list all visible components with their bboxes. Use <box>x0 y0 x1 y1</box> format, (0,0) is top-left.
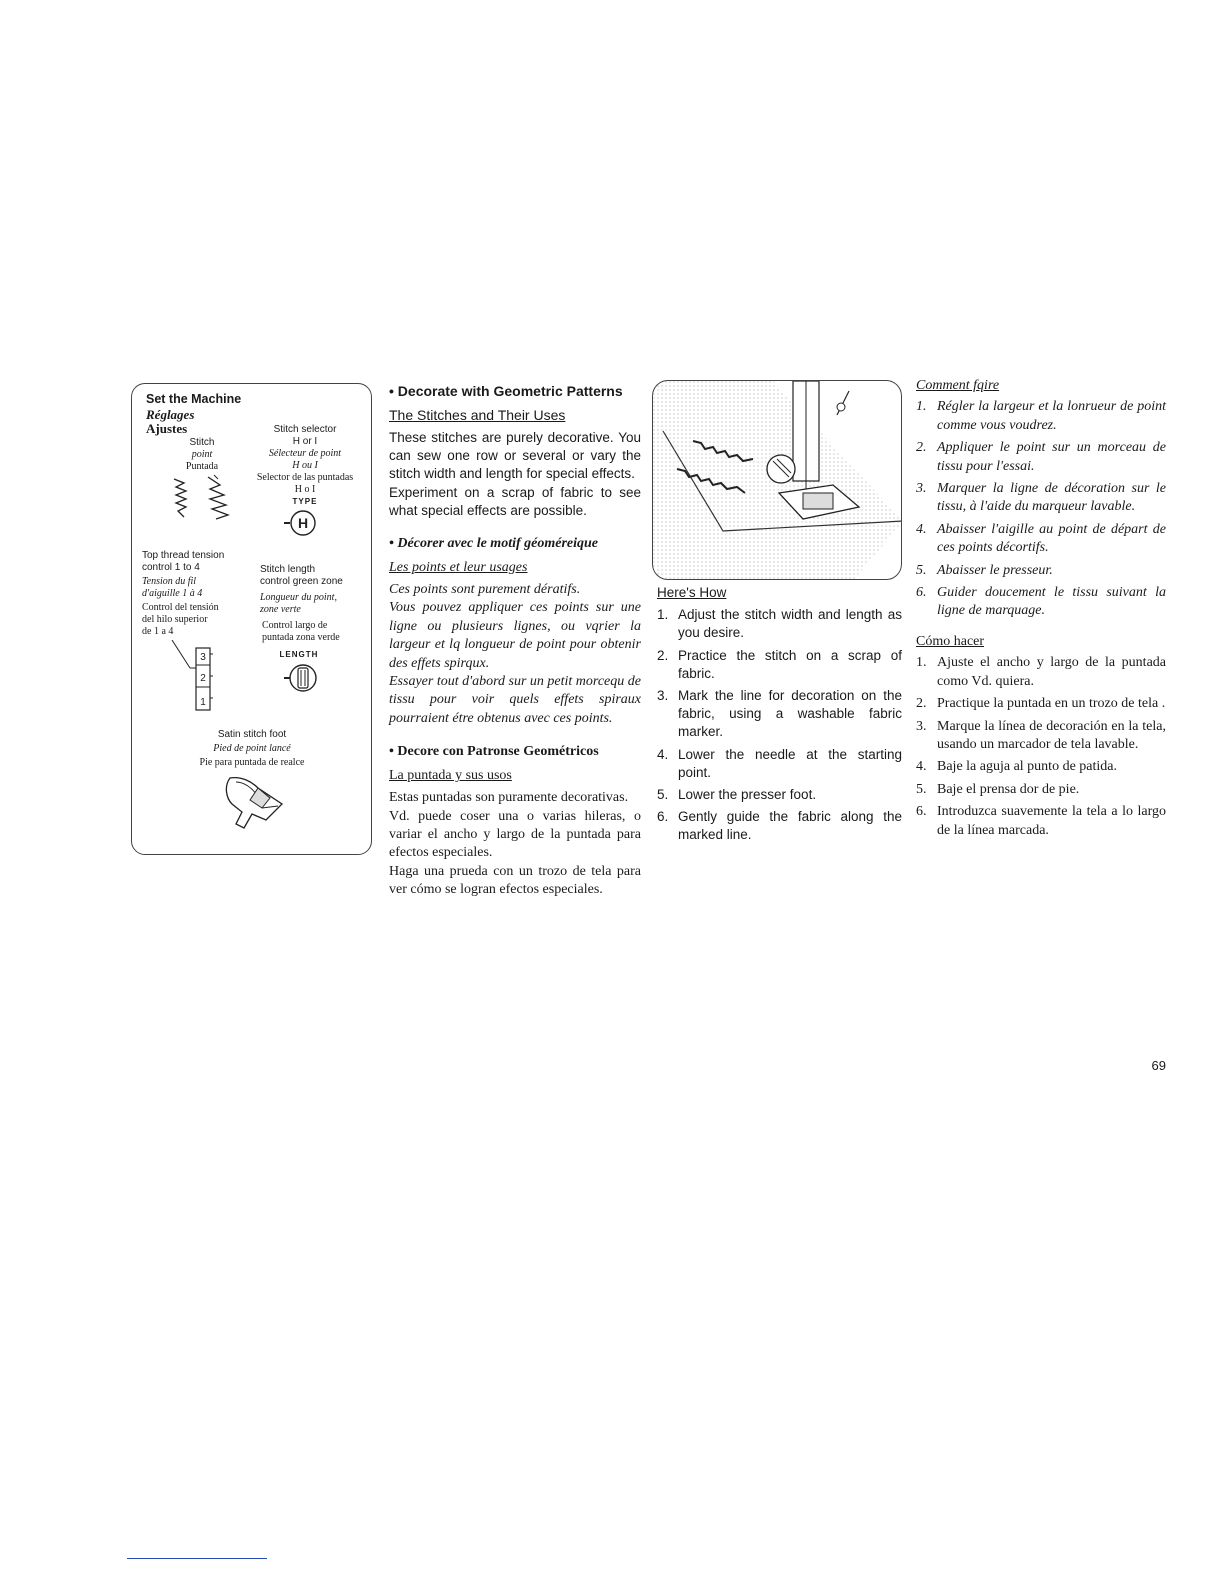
how-steps-fr <box>916 398 1166 620</box>
how-step-es-4: 4. Baje la aguja al punto de patida. <box>916 759 1117 775</box>
selector-label-en: Stitch selector <box>273 424 337 435</box>
how-step-es-2: 2. Practique la puntada en un trozo de tela . <box>916 696 1166 712</box>
para-es-1: Estas puntadas son puramente decorativas. <box>389 790 629 806</box>
presser-foot-illustration <box>653 381 902 580</box>
how-step-es-6: 6. Introduzca suavemente la tela a lo largo de la línea marcada. <box>916 804 1166 838</box>
how-step-fr-3: 3. Marquer la ligne de décoration sur le tissu, à l'aide du marqueur lavable. <box>916 481 1166 515</box>
set-box-title-es: Ajustes <box>146 421 188 436</box>
type-label: TYPE <box>292 497 318 506</box>
tension-label-fr-1: Tension du fil <box>142 576 197 587</box>
how-step-es-1: 1. Ajuste el ancho y largo de la puntada como Vd. quiera. <box>916 655 1166 689</box>
para-fr-3: Essayer tout d'abord sur un petit morcequ de tissu pour voir quels effets spiraux pourraient étre obtenus avec ces points. <box>389 674 641 726</box>
how-step-en-2: 2. Practice the stitch on a scrap of fabric. <box>657 647 902 681</box>
tension-label-es-3: de 1 a 4 <box>142 626 174 637</box>
stitch-label-en: Stitch <box>189 437 215 448</box>
foot-label-en: Satin stitch foot <box>217 729 287 740</box>
how-step-en-5: 5. Lower the presser foot. <box>657 787 817 803</box>
tension-dial-icon <box>170 640 220 712</box>
how-step-es-3: 3. Marque la línea de decoración en la tela, usando un marcador de tela lavable. <box>916 718 1166 752</box>
heading-fr: • Décorer avec le motif géoméreique <box>389 536 598 552</box>
page-number: 69 <box>1151 1058 1166 1073</box>
selector-value-fr: H ou I <box>292 460 318 471</box>
para-en-1: These stitches are purely decorative. You can sew one row or several or vary the stitch width and length for special effects. <box>389 430 641 482</box>
length-label: LENGTH <box>279 650 319 659</box>
how-step-fr-2: 2. Appliquer le point sur un morceau de tissu pour l'essai. <box>916 440 1166 474</box>
how-step-fr-5: 5. Abaisser le presseur. <box>916 562 1053 578</box>
type-dial-value: H <box>297 515 309 531</box>
how-step-en-4: 4. Lower the needle at the starting point. <box>657 746 902 780</box>
heading-es: • Decore con Patronse Geométricos <box>389 744 599 760</box>
length-label-es-2: puntada zona verde <box>262 632 340 643</box>
foot-label-es: Pie para puntada de realce <box>199 757 305 768</box>
tension-dial-mark-2: 2 <box>200 673 206 684</box>
para-fr-2: Vous pouvez appliquer ces points sur une ligne ou plusieurs lignes, ou vqrier la largeur et lq longueur de point pour obtenir des effets spirqux. <box>389 600 641 671</box>
tension-dial-mark-3: 3 <box>200 652 206 663</box>
foot-label-fr: Pied de point lancé <box>213 743 291 754</box>
satin-stitch-foot-icon <box>222 774 288 832</box>
tension-label-en-2: control 1 to 4 <box>142 562 200 573</box>
tension-label-es-1: Control del tensión <box>142 602 219 613</box>
selector-value-es: H o I <box>294 484 316 495</box>
footer-rule <box>127 1558 267 1559</box>
how-step-en-6: 6. Gently guide the fabric along the marked line. <box>657 809 902 843</box>
how-step-fr-4: 4. Abaisser l'aigille au point de départ de ces points décortifs. <box>916 521 1166 556</box>
length-label-es-1: Control largo de <box>262 620 328 631</box>
para-fr-1: Ces points sont purement dératifs. <box>389 582 581 598</box>
stitch-label-es: Puntada <box>185 461 219 472</box>
heading-en: • Decorate with Geometric Patterns <box>389 383 623 399</box>
subheading-es: La puntada y sus usos <box>389 768 512 784</box>
para-es-3: Haga una prueda con un trozo de tela para ver cómo se logran efectos especiales. <box>389 863 641 898</box>
selector-value-en: H or I <box>292 436 318 447</box>
type-dial-icon <box>283 508 323 538</box>
how-heading-es: Cómo hacer <box>916 633 985 649</box>
length-label-fr-2: zone verte <box>260 604 301 615</box>
how-heading-fr: Comment fqire <box>916 378 1000 393</box>
tension-dial-mark-1: 1 <box>200 697 206 708</box>
para-es-2: Vd. puede coser una o varias hileras, o variar el ancho y largo de la puntada para efectos especiales. <box>389 808 641 861</box>
subheading-en: The Stitches and Their Uses <box>389 407 566 423</box>
para-en-2: Experiment on a scrap of fabric to see what special effects are possible. <box>389 484 641 518</box>
selector-label-fr: Sélecteur de point <box>268 448 342 459</box>
set-box-title-fr: Réglages <box>146 407 195 422</box>
selector-label-es: Selector de las puntadas <box>256 472 354 483</box>
how-step-es-5: 5. Baje el prensa dor de pie. <box>916 781 1080 797</box>
how-step-en-1: 1. Adjust the stitch width and length as you desire. <box>657 607 902 641</box>
tension-label-es-2: del hilo superior <box>142 614 208 625</box>
tension-label-en-1: Top thread tension <box>142 550 225 561</box>
how-step-fr-6: 6. Guider doucement le tissu suivant la ligne de marquage. <box>916 585 1166 619</box>
length-label-fr-1: Longueur du point, <box>260 592 337 603</box>
zigzag-stitch-icon <box>170 473 240 525</box>
tension-label-fr-2: d'aiguille 1 à 4 <box>142 588 203 599</box>
how-heading-en: Here's How <box>657 585 727 600</box>
subheading-fr: Les points et leur usages <box>389 560 528 576</box>
how-step-fr-1: 1. Régler la largeur et la lonrueur de point comme vous voudrez. <box>916 399 1166 433</box>
length-label-en-1: Stitch length <box>260 564 316 575</box>
how-step-en-3: 3. Mark the line for decoration on the fabric, using a washable fabric marker. <box>657 688 902 740</box>
how-steps-es <box>916 654 1166 840</box>
set-box-title: Set the Machine <box>146 392 242 406</box>
length-label-en-2: control green zone <box>260 576 343 587</box>
sewing-illustration <box>652 380 902 580</box>
stitch-label-fr: point <box>191 449 213 460</box>
how-steps-en <box>657 606 902 844</box>
length-dial-icon <box>283 660 323 694</box>
